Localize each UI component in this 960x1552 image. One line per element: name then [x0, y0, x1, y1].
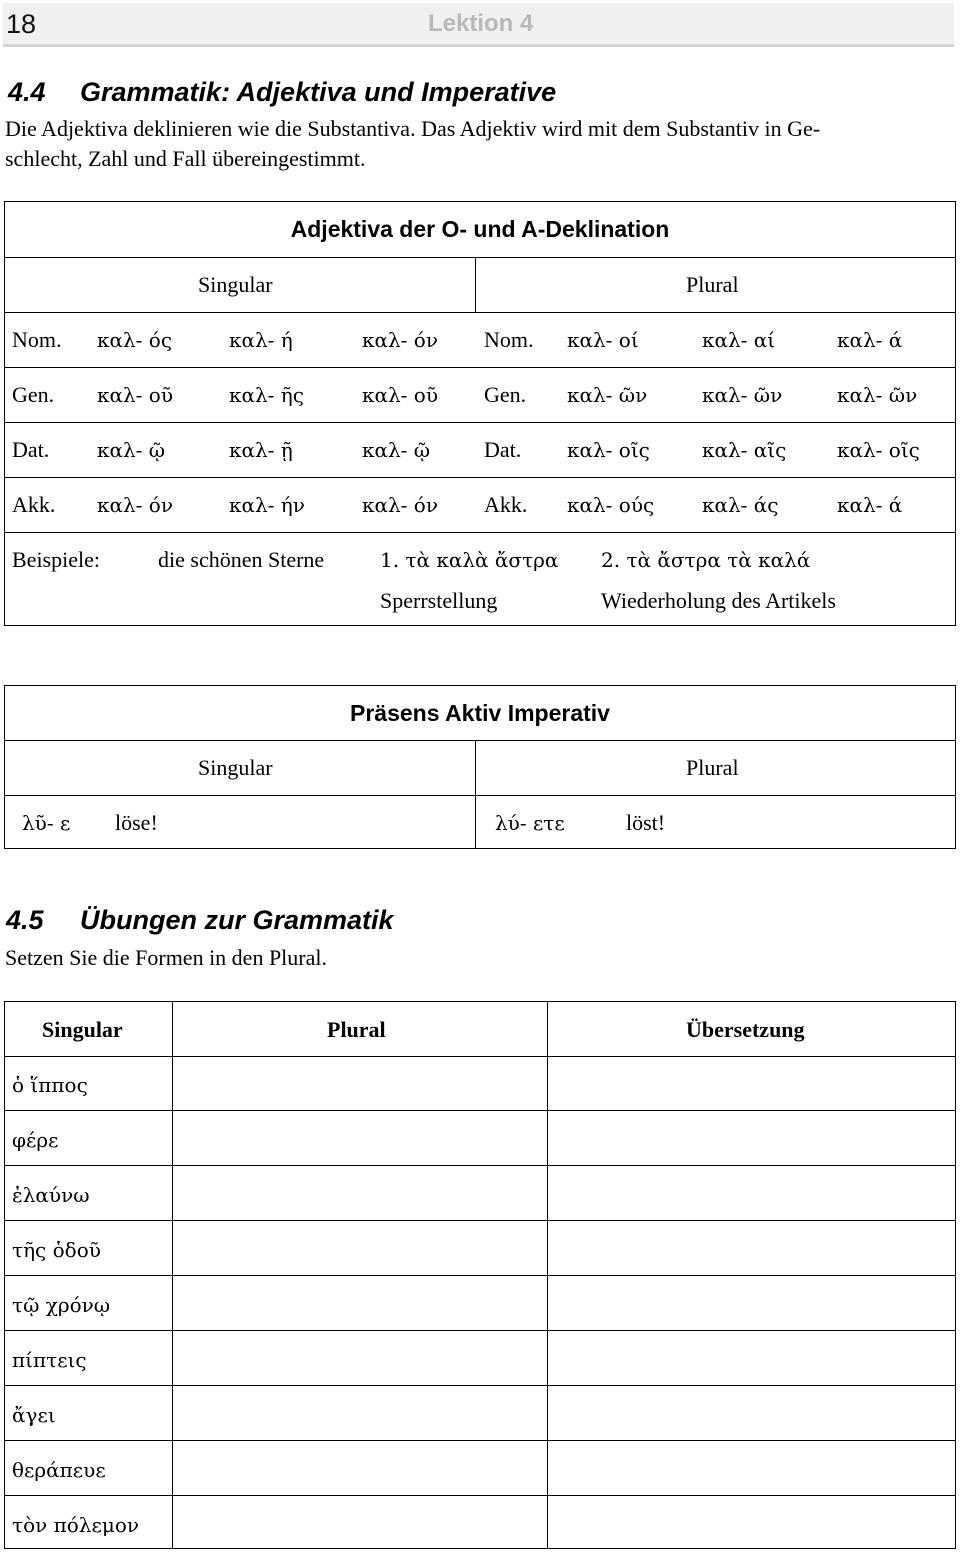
imp-rule-1	[4, 740, 956, 741]
example-german: die schönen Sterne	[158, 547, 325, 572]
column-header-singular: Singular	[42, 1017, 123, 1042]
exercise-item: πίπτεις	[12, 1348, 87, 1372]
exercise-item: ὁ ἵππος	[12, 1073, 88, 1097]
adj-rule-1	[4, 257, 956, 258]
exercise-item: τῆς ὁδοῦ	[12, 1238, 101, 1262]
case-label: Gen.	[484, 382, 527, 407]
case-label: Gen.	[12, 382, 55, 407]
intro-line-2: schlecht, Zahl und Fall übereingestimmt.	[5, 146, 366, 171]
exercise-item: φέρε	[12, 1128, 59, 1152]
form-cell: καλ- όν	[97, 493, 173, 517]
adj-divider	[475, 257, 476, 312]
form-cell: καλ- ῇ	[229, 438, 293, 462]
column-header-translation: Übersetzung	[686, 1017, 805, 1042]
column-header-plural: Plural	[327, 1017, 386, 1042]
case-label: Nom.	[12, 327, 62, 352]
exercise-item: τῷ χρόνῳ	[12, 1293, 111, 1317]
plural-header: Plural	[686, 755, 739, 780]
form-cell: καλ- οῖς	[837, 438, 920, 462]
form-cell: καλ- ή	[229, 328, 293, 352]
form-cell: καλ- ῶν	[702, 383, 783, 407]
exercise-item: τὸν πόλεμον	[12, 1513, 140, 1537]
case-label: Dat.	[12, 437, 50, 462]
adj-rule-4	[4, 422, 956, 423]
section-number-4-4: 4.4	[8, 77, 46, 107]
form-cell: καλ- ά	[837, 328, 903, 352]
form-cell: καλ- ός	[97, 328, 173, 352]
imperative-sg-meaning: löse!	[115, 810, 158, 835]
form-cell: καλ- ῶν	[837, 383, 918, 407]
exercise-item: ἐλαύνω	[12, 1183, 90, 1207]
example-2: 2. τὰ ἄστρα τὰ καλά	[601, 548, 811, 572]
adj-rule-3	[4, 367, 956, 368]
form-cell: καλ- ά	[837, 493, 903, 517]
translation-answer-column[interactable]	[548, 1057, 954, 1547]
imperative-sg-form: λῦ- ε	[22, 811, 71, 835]
example-1: 1. τὰ καλὰ ἄστρα	[380, 548, 559, 572]
form-cell: καλ- οῖς	[567, 438, 650, 462]
exercise-item: ἄγει	[12, 1403, 56, 1427]
form-cell: καλ- οῦ	[97, 383, 173, 407]
imp-divider	[475, 740, 476, 849]
singular-header: Singular	[198, 272, 273, 297]
case-label: Dat.	[484, 437, 522, 462]
plural-header: Plural	[686, 272, 739, 297]
form-cell: καλ- όν	[362, 328, 438, 352]
case-label: Akk.	[484, 492, 528, 517]
adj-rule-6	[4, 532, 956, 533]
plural-answer-column[interactable]	[173, 1057, 546, 1547]
form-cell: καλ- ῶν	[567, 383, 648, 407]
example-note-1: Sperrstellung	[380, 588, 498, 613]
form-cell: καλ- ῷ	[362, 438, 431, 462]
exercise-instruction: Setzen Sie die Formen in den Plural.	[5, 945, 327, 970]
imp-rule-2	[4, 795, 956, 796]
intro-line-1: Die Adjektiva deklinieren wie die Substantiva. Das Adjektiv wird mit dem Substantiv in Ge-	[5, 116, 821, 141]
imperative-pl-meaning: löst!	[626, 810, 666, 835]
adj-rule-2	[4, 312, 956, 313]
adjective-table-title: Adjektiva der O- und A-Deklination	[290, 216, 670, 242]
form-cell: καλ- όν	[362, 493, 438, 517]
chapter-label: Lektion 4	[428, 10, 534, 37]
adj-rule-5	[4, 477, 956, 478]
section-title-4-4: Grammatik: Adjektiva und Imperative	[80, 77, 557, 107]
form-cell: καλ- αῖς	[702, 438, 787, 462]
form-cell: καλ- άς	[702, 493, 779, 517]
exercise-item: θεράπευε	[12, 1458, 106, 1482]
imperative-pl-form: λύ- ετε	[495, 811, 565, 835]
example-note-2: Wiederholung des Artikels	[601, 588, 836, 613]
form-cell: καλ- ούς	[567, 493, 655, 517]
singular-header: Singular	[198, 755, 273, 780]
imperative-table-title: Präsens Aktiv Imperativ	[350, 700, 610, 726]
form-cell: καλ- αί	[702, 328, 776, 352]
form-cell: καλ- οῦ	[362, 383, 438, 407]
page-number: 18	[6, 9, 37, 39]
form-cell: καλ- ῷ	[97, 438, 166, 462]
examples-label: Beispiele:	[12, 547, 100, 572]
form-cell: καλ- ήν	[229, 493, 305, 517]
form-cell: καλ- ῆς	[229, 383, 304, 407]
case-label: Nom.	[484, 327, 534, 352]
section-number-4-5: 4.5	[6, 905, 44, 935]
case-label: Akk.	[12, 492, 56, 517]
form-cell: καλ- οί	[567, 328, 639, 352]
section-title-4-5: Übungen zur Grammatik	[80, 905, 394, 935]
